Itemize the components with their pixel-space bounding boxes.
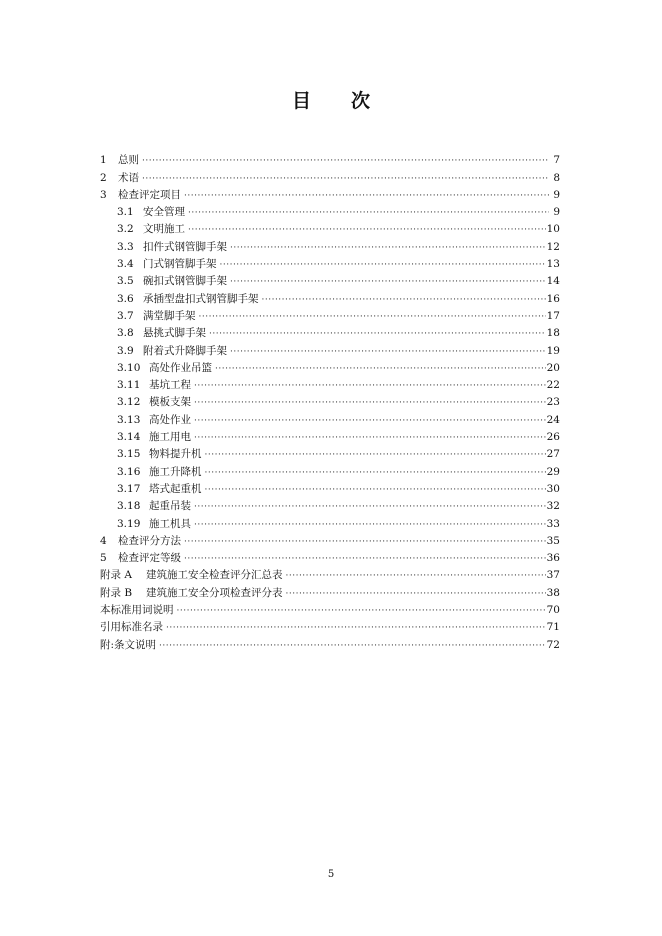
toc-entry-label: 检查评分方法 — [118, 534, 181, 547]
toc-entry-number: 附录 A — [100, 569, 132, 582]
toc-entry[interactable] — [100, 219, 560, 236]
toc-entry-page: 18 — [546, 327, 560, 340]
toc-entry-label: 塔式起重机 — [149, 482, 202, 495]
toc-entry[interactable] — [100, 375, 560, 392]
toc-entry-label: 总则 — [118, 154, 139, 167]
toc-leader-dots — [177, 604, 546, 617]
toc-leader-dots — [286, 569, 546, 582]
toc-entry-number: 附录 B — [100, 586, 133, 599]
toc-entry-page: 37 — [546, 569, 560, 582]
toc-entry-page: 36 — [546, 552, 560, 565]
toc-entry-label: 承插型盘扣式钢管脚手架 — [143, 292, 259, 305]
toc-leader-dots — [194, 518, 546, 531]
toc-entry[interactable] — [100, 634, 560, 651]
toc-entry-page: 35 — [546, 534, 560, 547]
toc-entry-label: 悬挑式脚手架 — [143, 327, 206, 340]
page-number: 5 — [327, 869, 335, 880]
toc-leader-dots — [205, 483, 546, 496]
toc-leader-dots — [209, 327, 546, 340]
toc-leader-dots — [230, 275, 546, 288]
toc-entry-label: 引用标准名录 — [100, 621, 163, 634]
toc-entry-page: 13 — [546, 258, 560, 271]
title-char-2: 次 — [351, 90, 371, 112]
toc-leader-dots — [286, 587, 546, 600]
toc-entry-page: 70 — [546, 604, 560, 617]
toc-entry-page: 32 — [546, 500, 560, 513]
toc-entry-number: 3.17 — [117, 482, 141, 495]
toc-entry-number: 3 — [100, 188, 107, 201]
toc-entry-number: 3.9 — [117, 344, 134, 357]
toc-entry-label: 本标准用词说明 — [100, 604, 174, 617]
toc-entry-number: 4 — [100, 534, 107, 547]
title-char-1: 目 — [291, 90, 311, 112]
toc-entry-label: 检查评定项目 — [118, 188, 181, 201]
toc-leader-dots — [184, 189, 549, 202]
toc-leader-dots — [205, 448, 546, 461]
toc-entry[interactable] — [100, 531, 560, 548]
toc-entry-number: 3.16 — [117, 465, 141, 478]
toc-leader-dots — [142, 154, 549, 167]
toc-entry-page: 27 — [546, 448, 560, 461]
toc-leader-dots — [194, 414, 546, 427]
toc-entry-page: 16 — [546, 292, 560, 305]
toc-entry-label: 建筑施工安全检查评分汇总表 — [146, 569, 283, 582]
toc-entry[interactable] — [100, 496, 560, 513]
toc-entry-page: 38 — [546, 586, 560, 599]
table-of-contents — [100, 150, 560, 652]
toc-entry-number: 3.6 — [117, 292, 134, 305]
toc-leader-dots — [142, 172, 549, 185]
toc-entry-number: 3.14 — [117, 431, 141, 444]
toc-entry-number: 3.11 — [117, 379, 141, 392]
toc-entry-number: 3.8 — [117, 327, 134, 340]
toc-entry-number: 5 — [100, 552, 107, 565]
toc-entry-page: 8 — [553, 171, 560, 184]
toc-entry-number: 3.5 — [117, 275, 134, 288]
toc-entry-page: 17 — [546, 309, 560, 322]
toc-entry-number: 3.15 — [117, 448, 141, 461]
toc-entry-label: 安全管理 — [143, 206, 185, 219]
toc-entry[interactable] — [100, 167, 560, 184]
toc-entry[interactable] — [100, 409, 560, 426]
toc-entry-page: 30 — [546, 482, 560, 495]
toc-entry-label: 文明施工 — [143, 223, 185, 236]
toc-leader-dots — [166, 621, 546, 634]
toc-leader-dots — [194, 431, 546, 444]
toc-entry-label: 门式钢管脚手架 — [143, 258, 217, 271]
toc-entry-label: 扣件式钢管脚手架 — [143, 240, 227, 253]
toc-entry[interactable] — [100, 565, 560, 582]
toc-entry-label: 模板支架 — [149, 396, 191, 409]
toc-entry[interactable] — [100, 202, 560, 219]
toc-entry[interactable] — [100, 271, 560, 288]
toc-entry-label: 术语 — [118, 171, 139, 184]
toc-entry[interactable] — [100, 340, 560, 357]
toc-entry-page: 26 — [546, 431, 560, 444]
toc-entry-label: 碗扣式钢管脚手架 — [143, 275, 227, 288]
toc-entry-page: 10 — [546, 223, 560, 236]
toc-leader-dots — [220, 258, 546, 271]
toc-entry-page: 9 — [553, 206, 560, 219]
toc-leader-dots — [230, 345, 546, 358]
toc-entry-number: 3.18 — [117, 500, 141, 513]
toc-entry-label: 满堂脚手架 — [143, 309, 196, 322]
toc-entry-page: 7 — [553, 154, 560, 167]
toc-entry-label: 施工升降机 — [149, 465, 202, 478]
toc-entry[interactable] — [100, 288, 560, 305]
toc-entry-page: 14 — [546, 275, 560, 288]
toc-entry[interactable] — [100, 150, 560, 167]
toc-entry-page: 24 — [546, 413, 560, 426]
toc-entry-number: 3.12 — [117, 396, 141, 409]
toc-leader-dots — [188, 223, 546, 236]
toc-entry-number: 2 — [100, 171, 107, 184]
toc-leader-dots — [205, 466, 546, 479]
toc-leader-dots — [184, 552, 546, 565]
toc-entry-number: 3.2 — [117, 223, 134, 236]
toc-entry[interactable] — [100, 185, 560, 202]
toc-entry-label: 附:条文说明 — [100, 638, 157, 651]
toc-leader-dots — [184, 535, 546, 548]
toc-entry-page: 19 — [546, 344, 560, 357]
toc-leader-dots — [194, 379, 546, 392]
toc-entry-page: 72 — [546, 638, 560, 651]
toc-entry-page: 20 — [546, 361, 560, 374]
toc-entry-page: 33 — [546, 517, 560, 530]
toc-leader-dots — [215, 362, 546, 375]
toc-entry-page: 12 — [546, 240, 560, 253]
toc-entry-page: 29 — [546, 465, 560, 478]
toc-entry-label: 物料提升机 — [149, 448, 202, 461]
toc-leader-dots — [199, 310, 546, 323]
toc-entry[interactable] — [100, 306, 560, 323]
toc-entry[interactable] — [100, 461, 560, 478]
toc-entry[interactable] — [100, 392, 560, 409]
toc-entry[interactable] — [100, 358, 560, 375]
toc-entry-number: 3.7 — [117, 309, 134, 322]
toc-entry[interactable] — [100, 427, 560, 444]
toc-leader-dots — [230, 241, 546, 254]
page-title — [0, 86, 662, 113]
toc-entry-label: 高处作业 — [149, 413, 191, 426]
toc-entry[interactable] — [100, 582, 560, 599]
toc-entry-number: 1 — [100, 154, 107, 167]
toc-entry[interactable] — [100, 617, 560, 634]
toc-leader-dots — [262, 293, 546, 306]
toc-entry[interactable] — [100, 513, 560, 530]
toc-entry-label: 基坑工程 — [149, 379, 191, 392]
toc-entry-number: 3.13 — [117, 413, 141, 426]
toc-entry-label: 起重吊装 — [149, 500, 191, 513]
toc-entry-label: 建筑施工安全分项检查评分表 — [146, 586, 283, 599]
toc-entry[interactable] — [100, 548, 560, 565]
toc-entry-label: 检查评定等级 — [118, 552, 181, 565]
toc-leader-dots — [194, 396, 546, 409]
toc-entry-number: 3.19 — [117, 517, 141, 530]
toc-entry-page: 71 — [546, 621, 560, 634]
toc-entry-page: 9 — [553, 188, 560, 201]
toc-entry[interactable] — [100, 600, 560, 617]
toc-entry-page: 23 — [546, 396, 560, 409]
toc-entry-number: 3.1 — [117, 206, 134, 219]
toc-entry[interactable] — [100, 323, 560, 340]
toc-entry-page: 22 — [546, 379, 560, 392]
toc-entry-label: 附着式升降脚手架 — [143, 344, 227, 357]
toc-entry-label: 高处作业吊篮 — [149, 361, 212, 374]
toc-leader-dots — [188, 206, 549, 219]
toc-entry[interactable] — [100, 479, 560, 496]
toc-leader-dots — [159, 639, 546, 652]
toc-entry-number: 3.3 — [117, 240, 134, 253]
toc-entry-number: 3.4 — [117, 258, 134, 271]
toc-entry-label: 施工用电 — [149, 431, 191, 444]
toc-entry[interactable] — [100, 444, 560, 461]
toc-entry-number: 3.10 — [117, 361, 141, 374]
toc-entry-label: 施工机具 — [149, 517, 191, 530]
toc-entry[interactable] — [100, 254, 560, 271]
toc-leader-dots — [194, 500, 546, 513]
toc-entry[interactable] — [100, 236, 560, 253]
